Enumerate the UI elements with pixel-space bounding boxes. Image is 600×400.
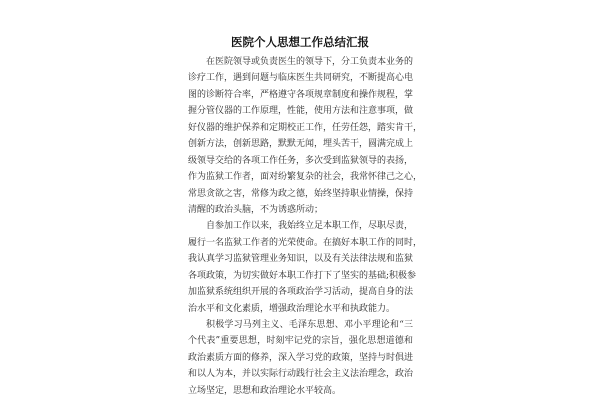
text-line: 积极学习马列主义、毛泽东思想、邓小平理论和“三: [206, 320, 413, 330]
text-line: 自参加工作以来，我始终立足本职工作，尽职尽责，: [206, 221, 414, 232]
paragraph-1: [188, 54, 423, 218]
text-line: 级领导交给的各项工作任务，多次受到监狱领导的表扬，: [188, 155, 414, 166]
text-line: 诊疗工作，遇到问题与临床医生共同研究，不断提高心电: [188, 73, 414, 84]
text-line: 我认真学习监狱管理业务知识，以及有关法律法规和监狱: [188, 254, 414, 265]
text-line: 作为监狱工作者，面对纷繁复杂的社会，我常怀律己之心，: [188, 172, 423, 183]
text-line: 在医院领导或负责医生的领导下，分工负责本业务的: [206, 57, 414, 67]
text-line: 立场坚定，思想和政治理论水平较高。: [188, 385, 342, 396]
text-line: 各项政策，为切实做好本职工作打下了坚实的基础;积极参: [188, 270, 417, 281]
paragraph-3: [188, 317, 413, 399]
text-line: 履行一名监狱工作者的光荣使命。在搞好本职工作的同时，: [188, 237, 423, 248]
text-line: 加监狱系统组织开展的各项政治学习活动，提高自身的法: [188, 287, 414, 298]
text-line: 握分管仪器的工作原理，性能，使用方法和注意事项，做: [188, 106, 414, 117]
text-line: 治水平和文化素质，增强政治理论水平和执政能力。: [188, 303, 396, 314]
text-line: 清醒的政治头脑，不为诱惑所动；: [188, 204, 324, 215]
text-line: 图的诊断符合率，严格遵守各项规章制度和操作规程，掌: [188, 89, 414, 100]
text-line: 好仪器的维护保养和定期校正工作，任劳任怨，踏实肯干，: [188, 122, 423, 133]
text-line: 政治素质方面的修养，深入学习党的政策，坚持与时俱进: [188, 352, 414, 363]
text-line: 和以人为本，并以实际行动践行社会主义法治理念，政治: [188, 369, 414, 380]
text-line: 创新方法，创新思路，默默无闻，埋头苦干，圆满完成上: [188, 139, 414, 150]
document-body: [188, 54, 423, 399]
document-title: 医院个人思想工作总结汇报: [231, 35, 369, 49]
text-line: 个代表”重要思想，时刻牢记党的宗旨，强化思想道德和: [188, 336, 413, 347]
text-line: 常思贪欲之害，常修为政之德，始终坚持职业情操，保持: [188, 188, 414, 199]
paragraph-2: [188, 218, 423, 317]
